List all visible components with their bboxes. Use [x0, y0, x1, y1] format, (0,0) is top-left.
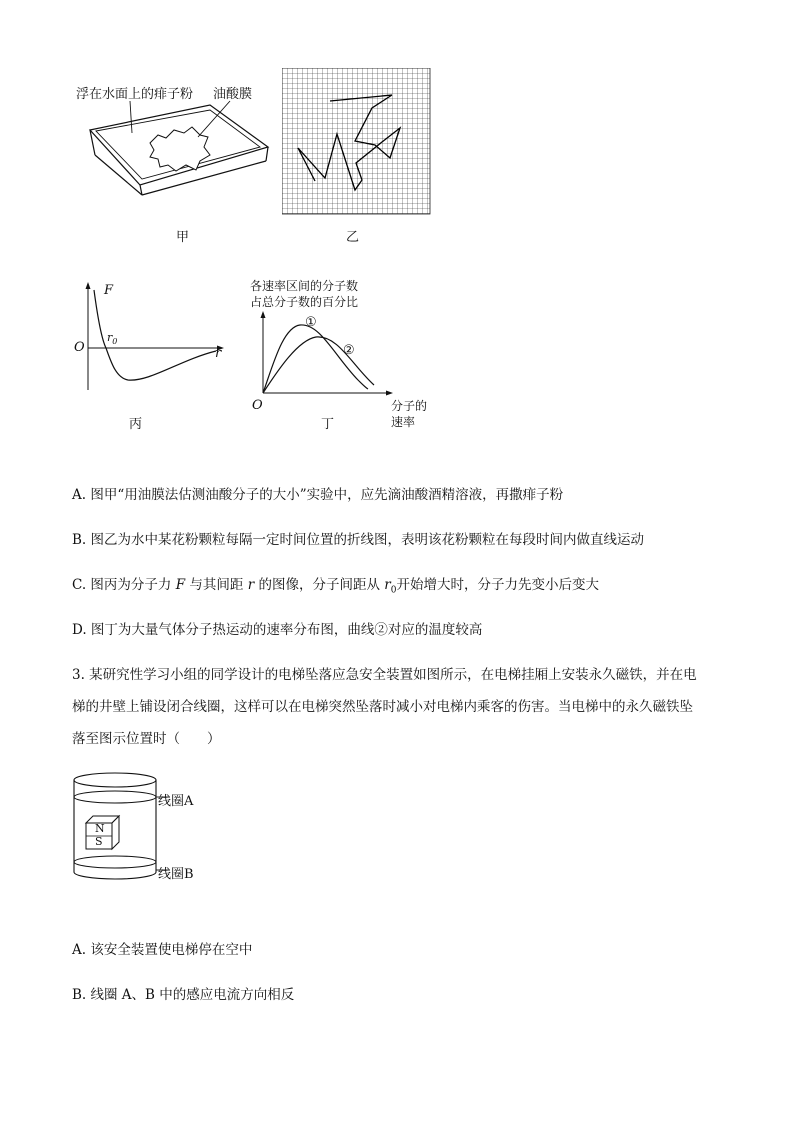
caption-bing: 丙: [129, 417, 143, 432]
r0-label: [107, 331, 117, 346]
ding-ylabel-1: 各速率区间的分子数: [250, 279, 359, 293]
oil-film-label: 油酸膜: [213, 87, 253, 102]
q2-option-b: B. 图乙为水中某花粉颗粒每隔一定时间位置的折线图，表明该花粉颗粒在每段时间内做直线运动: [72, 532, 645, 548]
curve-1-label: ①: [305, 315, 317, 330]
magnet-n: N: [95, 822, 105, 835]
curve-2-label: ②: [343, 343, 355, 358]
axis-f-label: F: [104, 283, 114, 298]
coil-a-label: 线圈A: [158, 794, 194, 809]
q2-c-r: r: [247, 577, 255, 593]
q3-stem-line-2: 梯的井壁上铺设闭合线圈，这样可以在电梯突然坠落时减小对电梯内乘客的伤害。当电梯中的永久磁铁坠: [72, 699, 693, 715]
r0-sub: 0: [112, 337, 118, 347]
magnet-s: S: [95, 835, 103, 848]
q2-option-c: [72, 575, 599, 601]
q2-c-pre: C. 图丙为分子力: [72, 577, 176, 593]
q2-c-mid2: 的图像，分子间距从: [254, 577, 385, 593]
q3-option-a: A. 该安全装置使电梯停在空中: [72, 942, 253, 958]
q2-c-mid: 与其间距: [185, 577, 248, 593]
figure-bing-graph: [70, 280, 230, 405]
q3-option-b: B. 线圈 A、B 中的感应电流方向相反: [72, 987, 295, 1003]
figure-ding: [248, 275, 438, 435]
q2-c-post: 开始增大时，分子力先变小后变大: [396, 577, 599, 593]
powder-label: 浮在水面上的痱子粉: [76, 87, 194, 102]
q3-stem-line-3: 落至图示位置时（ ）: [72, 731, 221, 747]
caption-ding: 丁: [321, 417, 335, 432]
ding-xlabel-2: 速率: [391, 415, 416, 429]
origin-o-bing: O: [74, 340, 85, 355]
ding-ylabel-2: 占总分子数的百分比: [250, 295, 359, 309]
origin-o-ding: O: [252, 398, 263, 413]
axis-r-label: r: [215, 346, 222, 361]
coil-b-label: 线圈B: [158, 867, 194, 882]
q2-option-d: D. 图丁为大量气体分子热运动的速率分布图，曲线②对应的温度较高: [72, 622, 483, 638]
ding-xlabel-1: 分子的: [391, 399, 428, 413]
figure-elevator: [70, 770, 240, 885]
q2-c-f: F: [175, 577, 186, 593]
q2-c-r0-sub: 0: [390, 585, 397, 596]
figure-bing: [70, 280, 230, 430]
figure-jia: [70, 75, 280, 245]
caption-jia: 甲: [176, 230, 190, 245]
figure-yi-grid: [282, 68, 432, 216]
r0-r: r: [107, 331, 113, 344]
q3-stem-line-1: 3. 某研究性学习小组的同学设计的电梯坠落应急安全装置如图所示，在电梯挂厢上安装永久磁铁，并在电: [72, 667, 697, 683]
q2-c-r0: r: [384, 577, 391, 593]
figure-yi: [282, 68, 432, 248]
q2-option-a: A. 图甲“用油膜法估测油酸分子的大小”实验中，应先滴油酸酒精溶液，再撒痱子粉: [72, 487, 564, 503]
caption-yi: 乙: [346, 230, 360, 245]
